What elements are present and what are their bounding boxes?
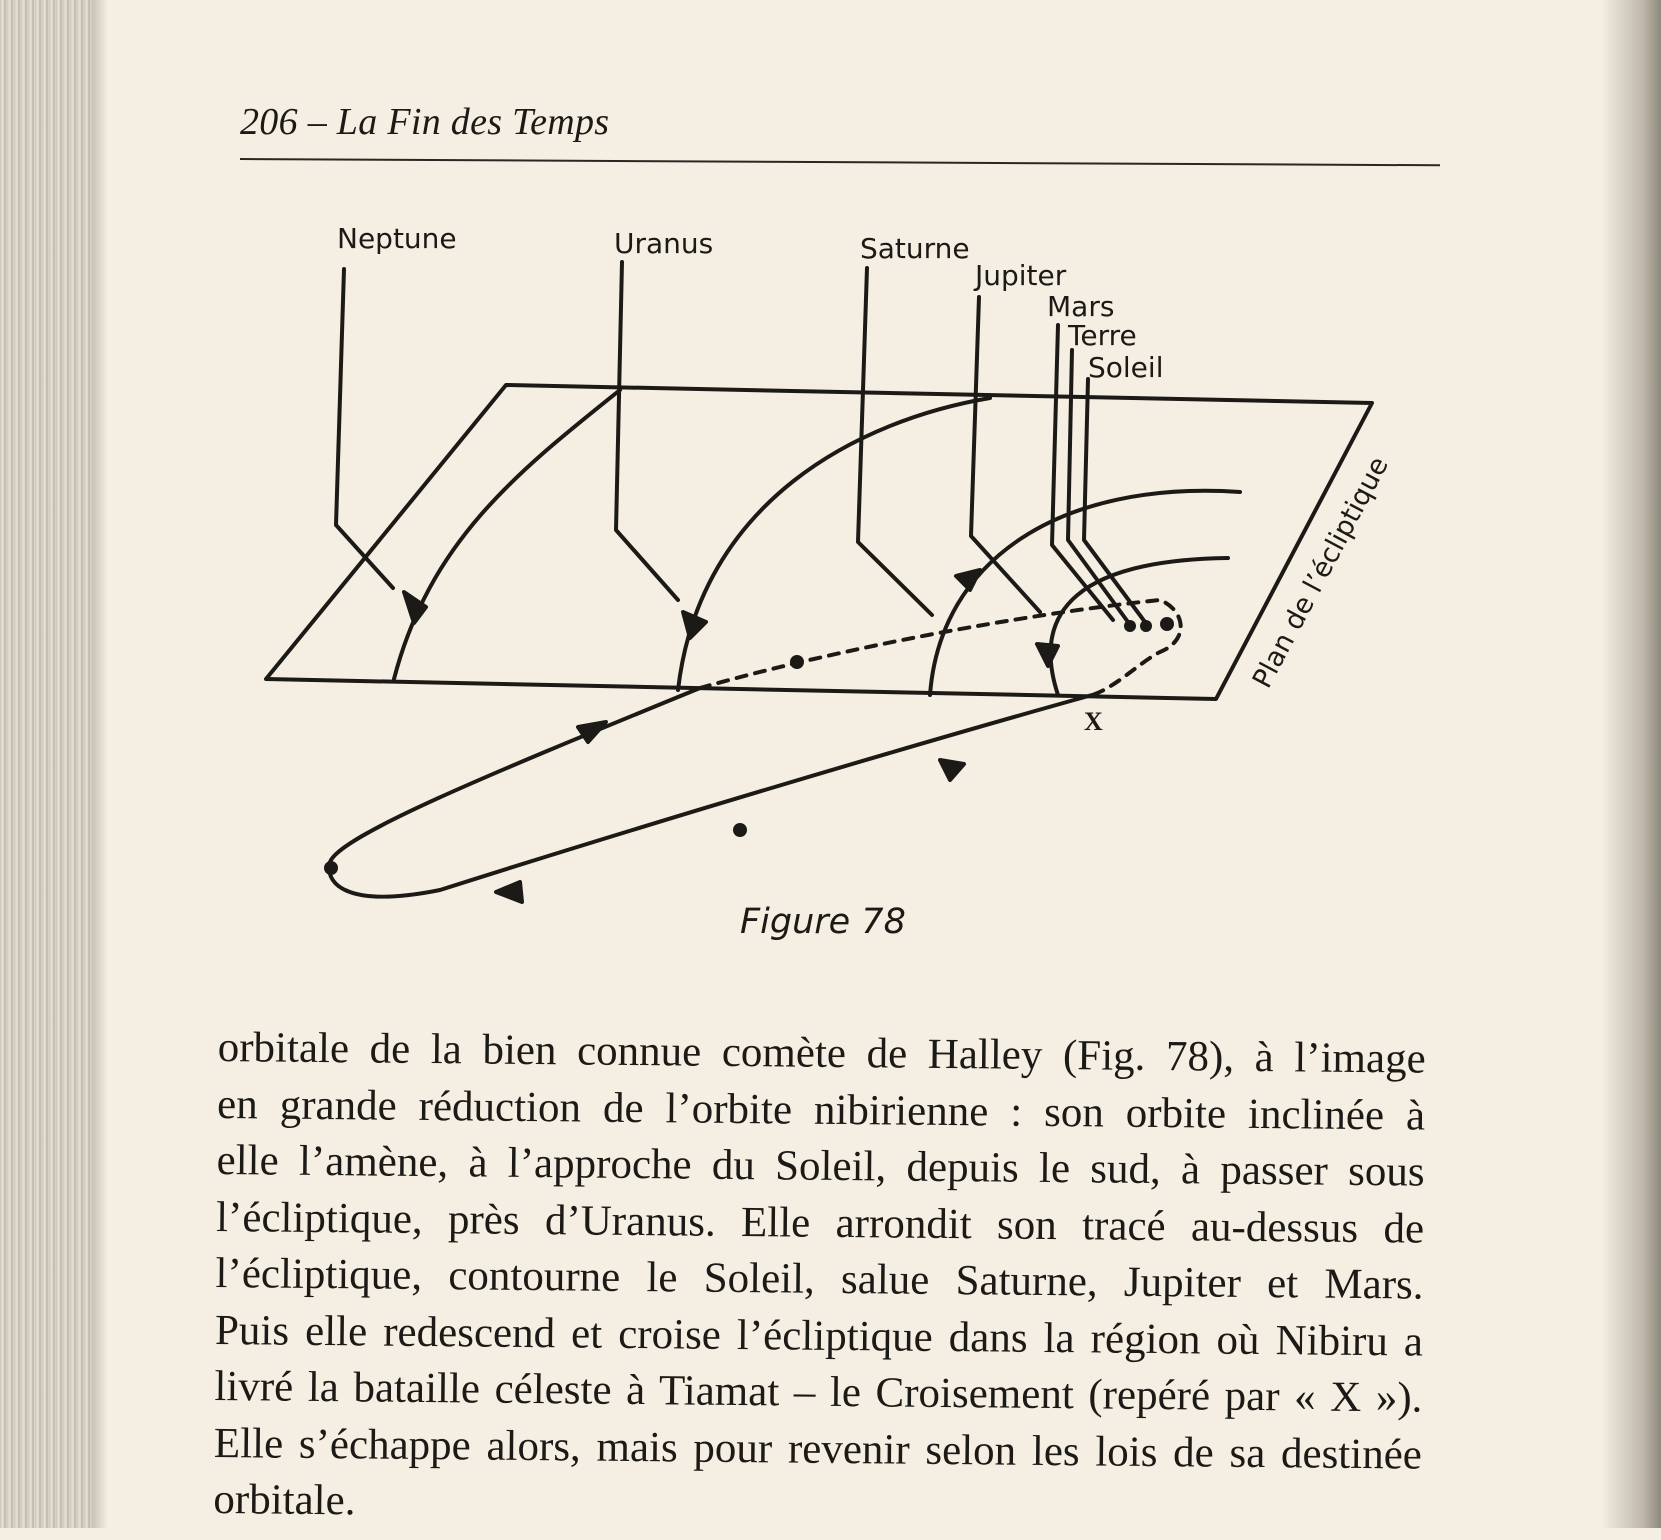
label-jupiter: Jupiter xyxy=(975,259,1067,292)
neptune-orbit xyxy=(394,390,620,679)
arrow-neptune xyxy=(404,592,426,623)
comet-point-1 xyxy=(790,655,804,669)
terre-dot xyxy=(1140,620,1152,632)
text-line: Puis elle redescend et croise l’écliptique dans la région où Nibiru a xyxy=(214,1306,1424,1366)
uranus-leader xyxy=(616,262,678,600)
comet-orbit-lower xyxy=(329,688,1092,897)
text-line: en grande réduction de l’orbite nibirienne : son orbite inclinée à xyxy=(216,1080,1426,1140)
label-mars: Mars xyxy=(1047,290,1115,323)
terre-leader xyxy=(1068,350,1128,622)
text-line: elle l’amène, à l’approche du Soleil, depuis le sud, à passer sous xyxy=(216,1136,1425,1196)
saturne-leader xyxy=(858,268,932,615)
body-paragraph xyxy=(213,1020,1426,1540)
arrow-jupiter xyxy=(1037,644,1058,666)
label-crossing-x: X xyxy=(1084,707,1103,736)
text-line: orbitale de la bien connue comète de Halley (Fig. 78), à l’image xyxy=(217,1023,1426,1083)
label-soleil: Soleil xyxy=(1088,351,1164,384)
mars-dot xyxy=(1124,620,1136,632)
label-saturne: Saturne xyxy=(860,232,970,265)
uranus-orbit xyxy=(678,398,990,690)
ecliptic-plane xyxy=(266,385,1372,699)
arrow-lower-1 xyxy=(578,722,606,742)
text-line: Elle s’échappe alors, mais pour revenir selon les lois de sa destinée xyxy=(213,1419,1423,1479)
soleil-dot xyxy=(1160,617,1174,631)
running-head: 206 – La Fin des Temps xyxy=(240,101,610,143)
text-line: l’écliptique, près d’Uranus. Elle arrondit son tracé au-dessus de xyxy=(215,1193,1425,1253)
text-line: livré la bataille céleste à Tiamat – le Croisement (repéré par « X »). xyxy=(214,1362,1423,1422)
figure-caption: Figure 78 xyxy=(740,902,906,942)
comet-point-3 xyxy=(324,861,338,875)
label-terre: Terre xyxy=(1068,319,1137,352)
comet-point-2 xyxy=(733,823,747,837)
label-plan-ecliptique: Plan de l’écliptique xyxy=(1246,451,1395,694)
arrow-saturne xyxy=(956,570,980,590)
text-line: orbitale. xyxy=(213,1475,356,1525)
label-uranus: Uranus xyxy=(614,227,714,260)
arrow-lower-2 xyxy=(940,760,964,780)
label-neptune: Neptune xyxy=(337,222,457,255)
arrow-lower-3 xyxy=(496,882,522,902)
text-line: l’écliptique, contourne le Soleil, salue Saturne, Jupiter et Mars. xyxy=(215,1249,1424,1309)
neptune-leader xyxy=(336,269,393,588)
jupiter-leader xyxy=(971,297,1040,612)
arrow-uranus xyxy=(683,612,706,638)
